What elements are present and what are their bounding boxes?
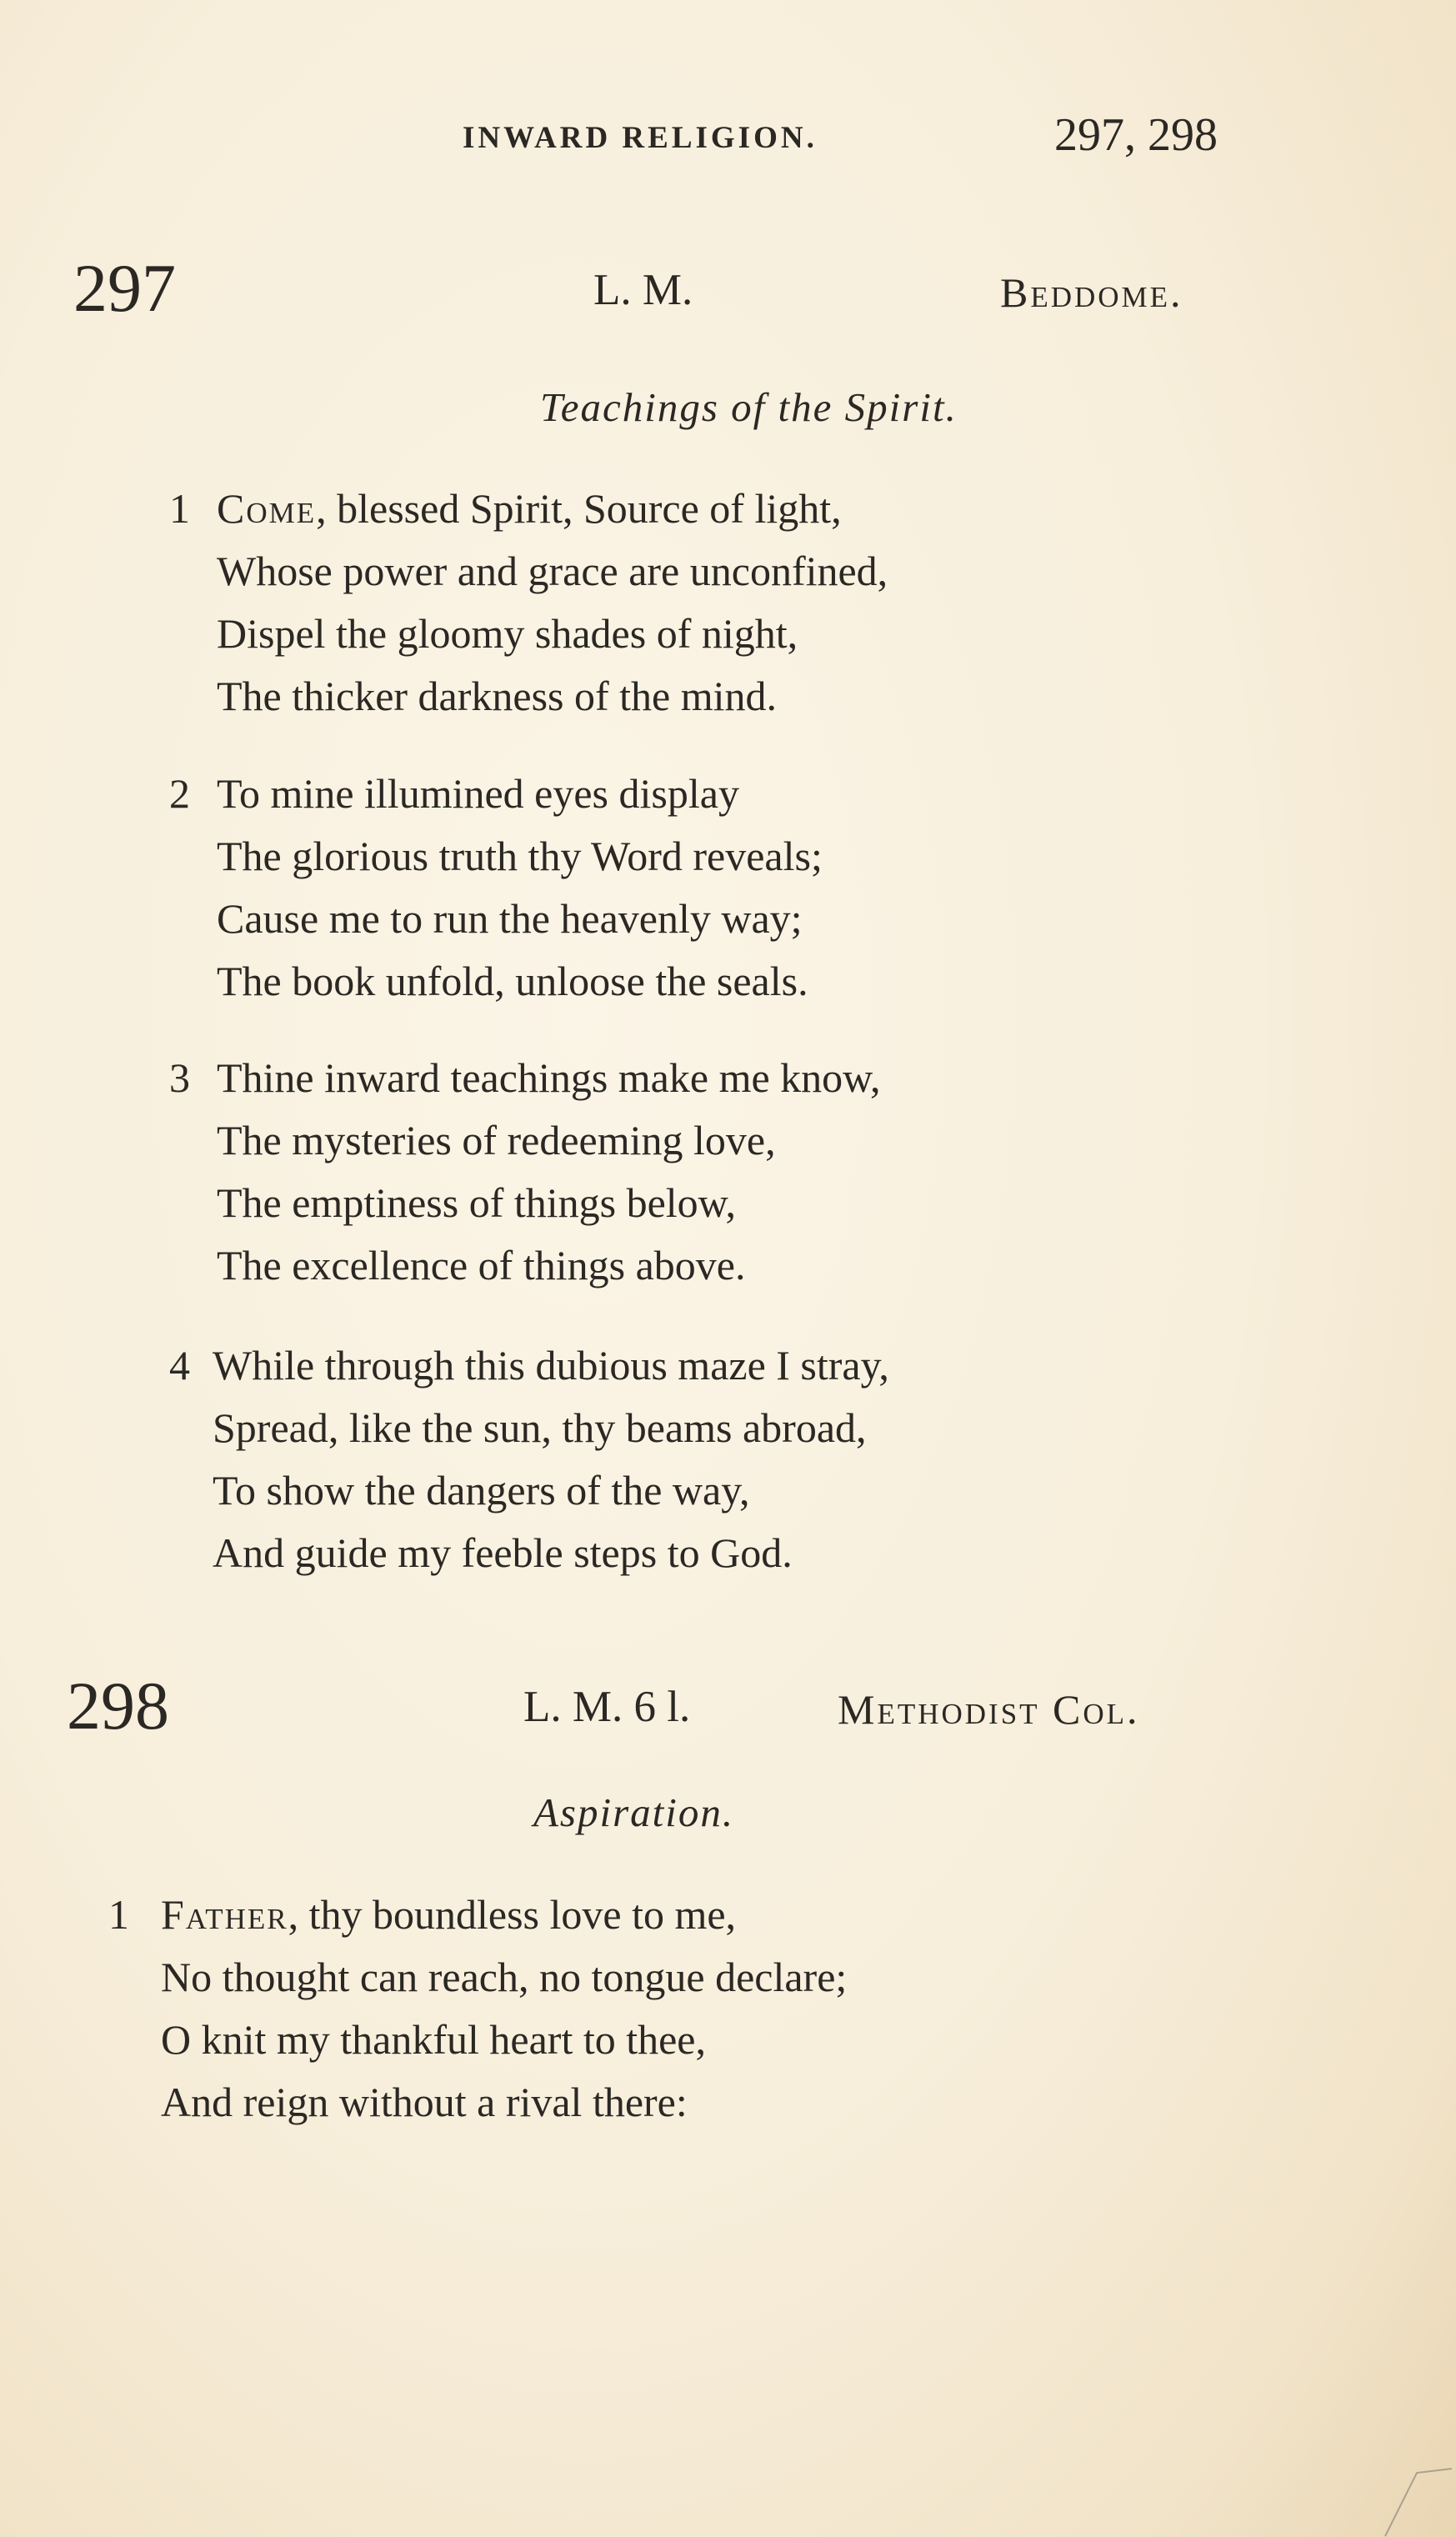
stanza-number: 3 — [169, 1054, 190, 1101]
stanza-line: The thicker darkness of the mind. — [217, 673, 778, 719]
hymn-meter: L. M. 6 l. — [523, 1683, 691, 1731]
stanza-line: And reign without a rival there: — [161, 2079, 688, 2125]
hymn-number: 298 — [67, 1668, 169, 1744]
stanza-line: To mine illumined eyes display — [217, 770, 739, 817]
stanza-line: To show the dangers of the way, — [213, 1467, 750, 1514]
stanza-line: The glorious truth thy Word reveals; — [217, 833, 823, 879]
stanza-line: No thought can reach, no tongue declare; — [161, 1954, 848, 2000]
stanza-line — [161, 1891, 737, 1938]
stanza-line: Dispel the gloomy shades of night, — [217, 610, 798, 657]
stanza-line: And guide my feeble steps to God. — [213, 1529, 793, 1576]
stanza-line: The book unfold, unloose the seals. — [217, 958, 808, 1004]
pencil-mark-icon — [1377, 2466, 1456, 2537]
running-title: INWARD RELIGION. — [463, 121, 818, 155]
stanza-line: Spread, like the sun, thy beams abroad, — [213, 1404, 867, 1451]
hymn-author: Beddome. — [1000, 269, 1183, 316]
stanza-line: The excellence of things above. — [217, 1242, 746, 1289]
stanza-line: O knit my thankful heart to thee, — [161, 2016, 707, 2063]
stanza-line — [217, 485, 842, 532]
hymn-author: Methodist Col. — [838, 1686, 1140, 1733]
first-word: Come — [217, 485, 317, 532]
stanza-line: The mysteries of redeeming love, — [217, 1117, 776, 1163]
stanza-line: Whose power and grace are unconfined, — [217, 548, 888, 594]
stanza-line: Cause me to run the heavenly way; — [217, 895, 803, 942]
stanza-number: 4 — [169, 1342, 190, 1389]
hymn-subtitle: Aspiration. — [533, 1789, 735, 1835]
first-word: Father — [161, 1891, 288, 1938]
hymn-subtitle: Teachings of the Spirit. — [540, 384, 958, 430]
first-line-rest: , thy boundless love to me, — [288, 1891, 737, 1938]
stanza-line: While through this dubious maze I stray, — [213, 1342, 889, 1389]
stanza-line: The emptiness of things below, — [217, 1179, 737, 1226]
stanza-number: 1 — [169, 485, 190, 532]
hymn-number: 297 — [73, 250, 176, 326]
page-numbers: 297, 298 — [1054, 109, 1218, 161]
running-head — [0, 108, 1456, 167]
hymn-meter: L. M. — [593, 266, 693, 314]
stanza-number: 2 — [169, 770, 190, 817]
stanza-line: Thine inward teachings make me know, — [217, 1054, 881, 1101]
stanza-number: 1 — [108, 1891, 129, 1938]
first-line-rest: , blessed Spirit, Source of light, — [316, 485, 842, 532]
